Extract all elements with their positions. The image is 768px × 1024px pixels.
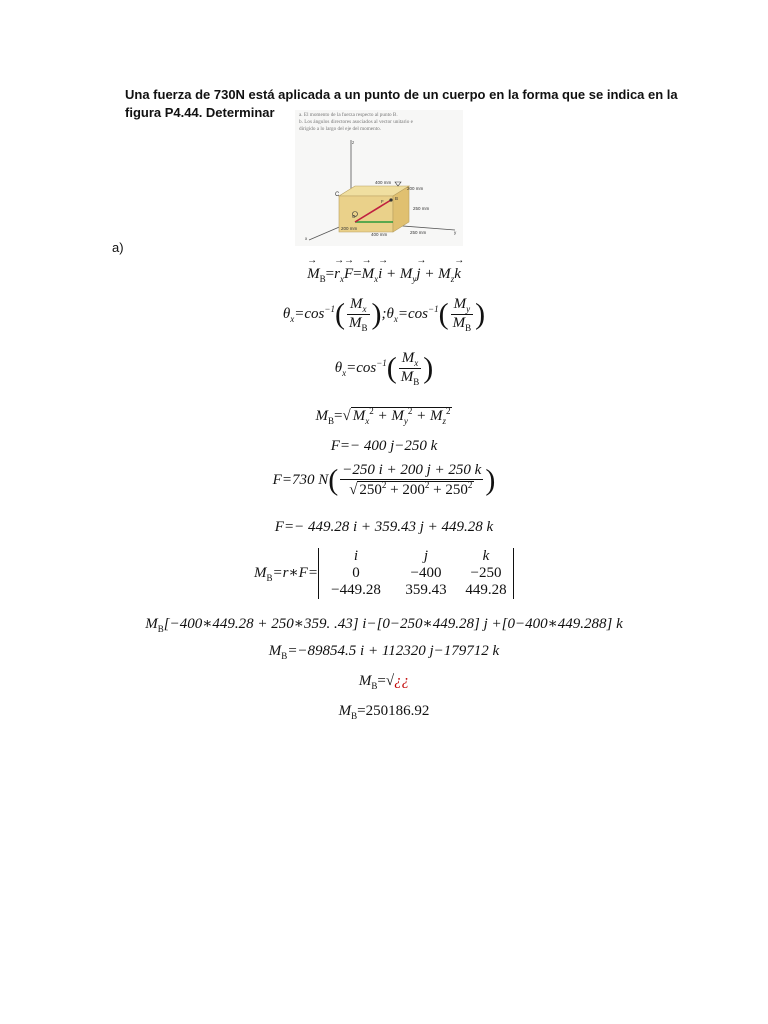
eq2-sx2: x [393,313,398,324]
matrix-cell: i [353,548,359,564]
eq9-lhs: M [145,616,158,632]
dim-top-left: 400 mm [375,180,392,185]
equation-force-unit-vector: F=730 N( $\frac{-250 i + 200 j + 250 k}{√ 250^2 + 200^2 + 250^2}$ ) [272,462,496,498]
eq3-num-sub: x [414,358,419,368]
eq10-body: =−89854.5 i + 112320 j−179712 k [287,643,500,659]
eq8-lhs-sub: B [266,572,273,583]
eq4-plus1: + M [373,408,404,424]
matrix-cell: 0 [352,565,360,581]
eq2-den2: M [452,315,466,331]
eq9-lhs-sub: B [157,624,164,634]
eq2-cos2: =cos [397,305,428,322]
axis-x-label: x [305,236,308,241]
eq4-a: M [352,408,366,424]
eq4-c-sub: z [442,416,446,426]
dim-bottom-left: 200 mm [341,226,358,231]
eq2-theta2: θ [386,305,394,322]
equation-moment-final [0,703,768,721]
eq10-lhs: M [268,643,282,659]
eq3-sx: x [342,367,347,378]
eq1-eq: = [325,266,335,282]
section-a-label: a) [112,240,124,255]
eq2-num2: M [453,296,467,312]
equation-cross-product [0,548,768,599]
eq1-r: → r [334,266,340,283]
eq4-a-sup: 2 [369,406,374,416]
eq2-cos: =cos [294,305,325,322]
eq6-root-a: 250 [359,482,382,498]
eq12-lhs: M [338,703,352,719]
eq4-b-sup: 2 [407,406,413,416]
eq2-num2-sub: y [466,304,471,314]
eq11-body: =√ [377,673,395,689]
support-marker [395,182,401,186]
eq1-mx: → M [362,266,375,283]
eq4-lhs-sub: B [328,416,335,426]
eq9-body: [−400∗449.28 + 250∗359. .43] i−[0−250∗449.28] j +[0−400∗449.288] k [163,616,623,632]
matrix-cell: k [482,548,490,564]
eq6-lhs: F=730 N [272,471,329,488]
point-b-marker [389,198,392,201]
equation-force-direction: F=− 400 j−250 k [330,438,438,454]
equation-moment-definition: → $M_B=\to r_x\to F=\to M_x\to i + M_y\to j + M_z\to k$ [0,266,768,284]
eq1-sy: y [412,274,417,284]
eq4-plus2: + M [412,408,443,424]
equation-moment-result [0,643,768,661]
eq6-sup-b: 2 [424,480,430,490]
problem-statement-line-2: figura P4.44. Determinar [125,105,275,120]
eq6-sup-a: 2 [381,480,387,490]
eq2-den1: M [348,315,362,331]
eq4-eq: =√ [334,408,351,424]
eq6-root-c: 250 [445,482,468,498]
point-b-label: B [395,196,399,201]
matrix-cell: −250 [470,565,502,581]
eq1-mb: → M [307,266,320,283]
equation-moment-expansion [0,614,768,634]
axis-y-label: y [454,230,457,235]
eq10-lhs-sub: B [281,651,288,661]
dim-bottom-mid: 400 mm [371,232,388,237]
eq11-lhs: M [358,673,372,689]
equation-moment-sqrt [0,673,768,691]
eq3-sup: −1 [376,357,387,368]
eq2-theta: θ [282,305,291,322]
dim-top-right: 200 mm [407,186,424,191]
eq6-root-b: 200 [402,482,425,498]
eq3-den: M [400,369,414,385]
dim-right: 250 mm [413,206,430,211]
eq3-frac [399,350,422,387]
problem-statement-line-1: Una fuerza de 730N está aplicada a un punto de un cuerpo en la forma que se indica en la [125,87,678,102]
equation-theta-x: $\theta_x=\cos^{-1}$( $\frac{M_x}{M_B}$ ) [334,350,434,387]
eq1-i: → i [378,266,382,283]
point-c-label: C [335,192,340,198]
matrix-cell: 449.28 [465,582,507,598]
eq4-b-sub: y [403,416,408,426]
eq1-j: → j [416,266,420,283]
eq8-lhs: M [254,564,267,581]
figure-caption-b: b. Los ángulos directores asociados al vector unitario e [299,119,413,125]
eq2-sep: ; [381,305,387,322]
eq6-frac: $\frac{-250 i + 200 j + 250 k}{√ 250^2 + 200^2 + 250^2}$ [342,462,482,498]
figure-caption-c: dirigido a lo largo del eje del momento. [299,126,382,132]
eq1-plus1: + M [382,266,413,282]
determinant-matrix [318,548,514,599]
dim-bottom-right: 250 mm [410,230,427,235]
eq2-frac-1 [347,296,370,333]
eq11-error-mark: ¿¿ [394,673,410,689]
eq1-sz: z [450,274,455,284]
eq3-den-sub: B [413,377,420,387]
eq1-f: → F [344,266,353,283]
eq1-plus2: + M [420,266,451,282]
eq2-sup2: −1 [428,303,439,314]
figure-diagram [295,110,463,246]
eq2-den2-sub: B [465,323,472,333]
figure-caption-a: a. El momento de la fuerza respecto al punto B. [299,112,398,118]
equation-moment-magnitude [0,406,768,426]
eq3-cos: =cos [346,359,377,376]
eq3-num: M [401,350,415,366]
eq2-den1-sub: B [361,323,368,333]
axis-z-label: z [352,140,355,145]
equation-direction-angles: $\theta_x=\cos^{-1}$( $\frac{M_x}{M_B}$ )$;\theta_x=\cos^{-1}$( $\frac{M_y}{M_B}$ ) [282,296,486,333]
eq4-radicand [351,407,453,424]
eq1-sx: x [374,274,379,284]
eq2-num1-sub: x [362,304,367,314]
eq2-frac-2 [451,296,474,333]
equation-force-components: F=− 449.28 i + 359.43 j + 449.28 k [274,519,494,535]
eq12-lhs-sub: B [351,711,358,721]
matrix-cell: 359.43 [405,582,447,598]
eq12-body: =250186.92 [357,703,430,719]
matrix-cell: j [423,548,429,564]
eq2-sup: −1 [324,303,335,314]
matrix-cell: −400 [410,565,442,581]
figure-p4-44 [295,110,463,246]
eq2-sx: x [290,313,295,324]
eq6-sup-c: 2 [467,480,473,490]
eq1-sub-b: B [319,274,326,284]
eq8-rhs: =r∗F= [272,564,318,581]
force-label: F [381,199,384,204]
eq3-theta: θ [334,359,343,376]
matrix-cell: −449.28 [331,582,381,598]
eq6-num: −250 i + 200 j + 250 k [342,462,482,478]
eq4-lhs: M [315,408,328,424]
eq4-a-sub: x [365,416,370,426]
eq11-lhs-sub: B [371,681,378,691]
point-o-label: O [352,214,356,219]
eq1-k: → k [454,266,461,283]
eq1-x: x [339,274,344,284]
eq2-num1: M [349,296,363,312]
eq4-c-sup: 2 [445,406,451,416]
